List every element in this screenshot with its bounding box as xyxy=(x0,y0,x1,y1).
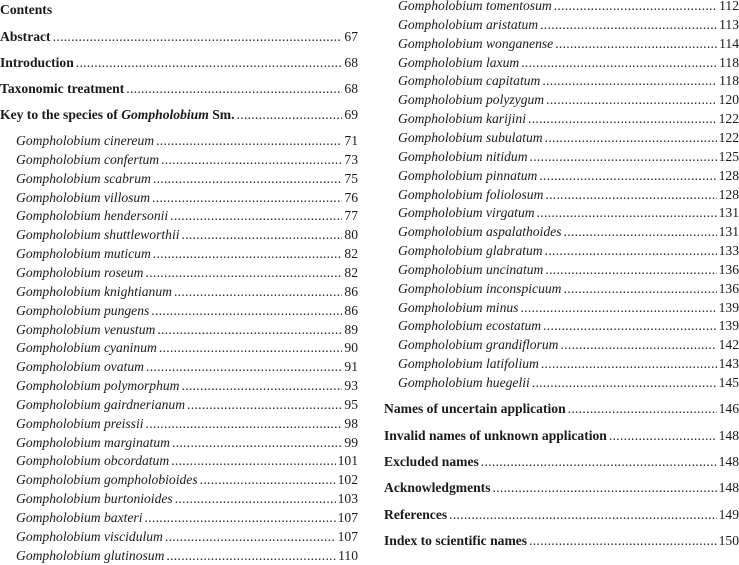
toc-entry-title: Gompholobium knightianum xyxy=(16,283,172,299)
toc-entry-title: Gompholobium glabratum xyxy=(398,243,543,259)
dot-leader xyxy=(528,110,717,128)
dot-leader xyxy=(153,245,343,263)
dot-leader xyxy=(172,434,342,452)
toc-entry-title: Gompholobium grandiflorum xyxy=(398,337,559,353)
toc-entry-title: Gompholobium ecostatum xyxy=(398,318,542,334)
dot-leader xyxy=(146,415,343,433)
toc-entry-page: 136 xyxy=(718,261,739,277)
dot-leader xyxy=(146,264,343,282)
toc-entry[interactable] xyxy=(384,72,739,90)
toc-entry-title: Gompholobium viscidulum xyxy=(16,528,163,544)
toc-entry-page: 128 xyxy=(718,186,739,202)
toc-entry-title: Names of uncertain application xyxy=(384,401,566,417)
toc-entry[interactable] xyxy=(384,427,739,445)
toc-entry[interactable] xyxy=(0,509,358,527)
toc-entry-page: 139 xyxy=(718,318,739,334)
toc-entry-page: 68 xyxy=(344,55,358,70)
toc-entry-title: Gompholobium hendersonii xyxy=(16,208,169,224)
toc-entry-page: 148 xyxy=(718,453,739,469)
toc-entry[interactable] xyxy=(384,91,739,109)
toc-entry[interactable] xyxy=(0,54,358,72)
dot-leader xyxy=(564,223,717,241)
toc-entry[interactable] xyxy=(0,283,358,301)
toc-entry-page: 148 xyxy=(718,480,739,496)
toc-entry-title: Gompholobium roseum xyxy=(16,264,144,280)
toc-entry[interactable] xyxy=(384,0,739,15)
toc-entry-title: Gompholobium inconspicuum xyxy=(398,280,562,296)
toc-entry[interactable] xyxy=(384,223,739,241)
toc-entry[interactable] xyxy=(0,415,358,433)
toc-entry[interactable] xyxy=(384,355,739,373)
toc-entry-title: Gompholobium scabrum xyxy=(16,170,151,186)
dot-leader xyxy=(76,54,343,72)
toc-entry-title: Gompholobium pinnatum xyxy=(398,167,538,183)
toc-entry[interactable] xyxy=(0,396,358,414)
toc-entry-title: Gompholobium nitidum xyxy=(398,148,528,164)
dot-leader xyxy=(126,80,342,98)
toc-entry-page: 133 xyxy=(718,243,739,259)
toc-entry-page: 128 xyxy=(718,167,739,183)
toc-entry-page: 120 xyxy=(718,92,739,108)
dot-leader xyxy=(153,170,343,188)
toc-entry-page: 76 xyxy=(344,189,358,205)
toc-entry-title: Gompholobium obcordatum xyxy=(16,453,170,469)
toc-entry-title: Gompholobium laxum xyxy=(398,54,520,70)
toc-entry-page: 90 xyxy=(344,340,358,356)
dot-leader xyxy=(561,336,717,354)
toc-entry[interactable] xyxy=(0,358,358,376)
toc-entry[interactable] xyxy=(0,80,358,98)
toc-entry-page: 82 xyxy=(344,264,358,280)
toc-entry-page: 114 xyxy=(719,35,739,51)
dot-leader xyxy=(554,0,717,15)
toc-entry-page: 136 xyxy=(718,280,739,296)
dot-leader xyxy=(539,167,716,185)
dot-leader xyxy=(609,427,717,445)
toc-entry-title: Excluded names xyxy=(384,453,479,469)
dot-leader xyxy=(542,72,717,90)
toc-entry[interactable] xyxy=(384,532,739,550)
dot-leader xyxy=(481,453,717,471)
toc-entry[interactable] xyxy=(0,226,358,244)
dot-leader xyxy=(564,280,717,298)
toc-entry[interactable] xyxy=(0,151,358,169)
toc-entry-title: Gompholobium gairdnerianum xyxy=(16,396,186,412)
dot-leader xyxy=(170,207,342,225)
toc-entry-title: Gompholobium uncinatum xyxy=(398,261,544,277)
toc-entry-title: Acknowledgments xyxy=(384,480,491,496)
toc-entry[interactable] xyxy=(0,321,358,339)
toc-entry-page: 68 xyxy=(344,81,358,96)
toc-entry-title: Gompholobium pungens xyxy=(16,302,150,318)
dot-leader xyxy=(237,106,343,124)
toc-entry-page: 110 xyxy=(338,547,358,563)
toc-entry-title: Gompholobium burtonioides xyxy=(16,491,173,507)
toc-entry-page: 150 xyxy=(718,532,739,548)
toc-entry[interactable] xyxy=(384,374,739,392)
dot-leader xyxy=(540,16,717,34)
dot-leader xyxy=(145,509,336,527)
toc-entry-title: Taxonomic treatment xyxy=(0,81,125,96)
toc-entry-title: Gompholobium cyaninum xyxy=(16,340,157,356)
toc-entry-page: 86 xyxy=(344,283,358,299)
dot-leader xyxy=(171,452,335,470)
toc-entry[interactable] xyxy=(384,204,739,222)
toc-entry[interactable] xyxy=(0,106,358,124)
toc-entry-title: Gompholobium tomentosum xyxy=(398,0,552,13)
dot-leader xyxy=(161,151,342,169)
toc-entry[interactable] xyxy=(384,186,739,204)
toc-entry-page: 139 xyxy=(718,299,739,315)
toc-entry-title: Gompholobium subulatum xyxy=(398,129,543,145)
dot-leader xyxy=(152,189,342,207)
toc-entry-page: 131 xyxy=(718,205,739,221)
toc-entry-page: 69 xyxy=(344,107,358,122)
toc-entry[interactable] xyxy=(384,129,739,147)
toc-entry-page: 101 xyxy=(337,453,358,469)
toc-entry-title: Introduction xyxy=(0,55,74,70)
toc-entry-title: Gompholobium virgatum xyxy=(398,205,535,221)
toc-entry-page: 91 xyxy=(344,359,358,375)
toc-entry-title: Gompholobium gompholobioides xyxy=(16,472,198,488)
toc-entry-page: 73 xyxy=(344,151,358,167)
toc-entry-page: 98 xyxy=(344,415,358,431)
toc-entry-title: Gompholobium muticum xyxy=(16,246,151,262)
dot-leader xyxy=(545,242,717,260)
toc-entry-title: Gompholobium polymorphum xyxy=(16,378,180,394)
dot-leader xyxy=(449,506,716,524)
dot-leader xyxy=(146,358,342,376)
toc-entry[interactable] xyxy=(0,377,358,395)
toc-entry-title: Gompholobium aristatum xyxy=(398,16,539,32)
toc-entry[interactable] xyxy=(0,207,358,225)
dot-leader xyxy=(529,532,717,550)
toc-entry-page: 71 xyxy=(344,133,358,148)
toc-entry-title: Gompholobium foliolosum xyxy=(398,186,544,202)
toc-entry-title: Gompholobium cinereum xyxy=(16,133,155,148)
dot-leader xyxy=(166,547,336,565)
contents-heading: Contents xyxy=(0,2,53,17)
toc-entry-title: Abstract xyxy=(0,29,51,44)
toc-entry-page: 107 xyxy=(337,528,358,544)
toc-entry[interactable] xyxy=(384,299,739,317)
dot-leader xyxy=(521,54,717,72)
toc-entry[interactable] xyxy=(0,170,358,188)
toc-entry[interactable] xyxy=(0,434,358,452)
dot-leader xyxy=(530,148,717,166)
dot-leader xyxy=(151,302,342,320)
toc-entry[interactable] xyxy=(384,479,739,497)
toc-entry-title: Invalid names of unknown application xyxy=(384,427,607,443)
dot-leader xyxy=(555,35,717,53)
toc-entry[interactable] xyxy=(384,35,739,53)
toc-entry-title: Key to the species of Gompholobium Sm. xyxy=(0,107,235,122)
toc-entry-page: 80 xyxy=(344,227,358,243)
toc-entry-page: 125 xyxy=(718,148,739,164)
toc-entry-title: Gompholobium baxteri xyxy=(16,510,143,525)
toc-entry[interactable] xyxy=(384,317,739,335)
toc-entry[interactable] xyxy=(0,528,358,546)
toc-entry-title: Gompholobium shuttleworthii xyxy=(16,227,180,243)
dot-leader xyxy=(200,471,336,489)
dot-leader xyxy=(545,186,716,204)
dot-leader xyxy=(174,283,342,301)
toc-entry-title: References xyxy=(384,506,448,522)
dot-leader xyxy=(182,377,343,395)
toc-entry-page: 93 xyxy=(344,378,358,394)
toc-entry-title: Gompholobium capitatum xyxy=(398,73,541,89)
dot-leader xyxy=(537,204,717,222)
toc-entry-page: 113 xyxy=(719,16,739,32)
toc-entry-page: 82 xyxy=(344,246,358,262)
toc-entry-page: 77 xyxy=(344,208,358,224)
dot-leader xyxy=(53,28,343,46)
toc-entry-page: 122 xyxy=(718,129,739,145)
toc-entry[interactable] xyxy=(384,16,739,34)
toc-entry-page: 118 xyxy=(719,73,739,89)
toc-entry-title: Gompholobium confertum xyxy=(16,151,160,167)
toc-entry-page: 86 xyxy=(344,302,358,318)
toc-entry[interactable] xyxy=(0,132,358,150)
dot-leader xyxy=(156,132,342,150)
toc-entry-page: 122 xyxy=(718,111,739,127)
dot-leader xyxy=(532,374,717,392)
toc-entry-title: Gompholobium aspalathoides xyxy=(398,224,562,240)
toc-entry[interactable] xyxy=(0,339,358,357)
toc-entry[interactable] xyxy=(384,167,739,185)
toc-entry-title: Gompholobium polyzygum xyxy=(398,92,545,108)
toc-entry[interactable] xyxy=(384,506,739,524)
toc-entry-page: 75 xyxy=(344,170,358,186)
toc-entry[interactable] xyxy=(384,336,739,354)
toc-entry-page: 107 xyxy=(337,510,358,525)
dot-leader xyxy=(159,339,343,357)
dot-leader xyxy=(545,261,716,279)
toc-entry[interactable] xyxy=(384,261,739,279)
toc-entry-title: Gompholobium venustum xyxy=(16,321,156,337)
toc-entry-title: Index to scientific names xyxy=(384,532,528,548)
toc-entry[interactable] xyxy=(384,148,739,166)
toc-entry-page: 146 xyxy=(718,401,739,417)
toc-entry[interactable] xyxy=(0,189,358,207)
toc-entry-page: 103 xyxy=(337,491,358,507)
toc-entry[interactable] xyxy=(0,452,358,470)
toc-entry-title: Gompholobium wonganense xyxy=(398,35,554,51)
toc-entry-page: 118 xyxy=(719,54,739,70)
toc-entry[interactable] xyxy=(384,400,739,418)
toc-entry-page: 148 xyxy=(718,427,739,443)
toc-entry-title: Gompholobium preissii xyxy=(16,415,144,431)
toc-entry[interactable] xyxy=(384,453,739,471)
toc-entry-title: Gompholobium villosum xyxy=(16,189,151,205)
toc-entry[interactable] xyxy=(0,547,358,565)
dot-leader xyxy=(182,226,343,244)
dot-leader xyxy=(520,299,716,317)
toc-entry[interactable] xyxy=(384,110,739,128)
toc-entry-page: 99 xyxy=(344,434,358,450)
toc-entry-title: Gompholobium latifolium xyxy=(398,356,539,372)
toc-entry[interactable] xyxy=(384,242,739,260)
toc-entry-page: 67 xyxy=(344,29,358,44)
dot-leader xyxy=(546,91,716,109)
toc-entry-page: 95 xyxy=(344,396,358,412)
dot-leader xyxy=(165,528,336,546)
toc-entry[interactable] xyxy=(0,302,358,320)
toc-entry-page: 149 xyxy=(718,506,739,522)
toc-entry[interactable] xyxy=(0,28,358,46)
dot-leader xyxy=(493,479,717,497)
toc-entry-page: 145 xyxy=(718,375,739,390)
toc-entry-page: 143 xyxy=(718,356,739,372)
toc-entry-title: Gompholobium huegelii xyxy=(398,375,530,390)
toc-entry[interactable] xyxy=(0,245,358,263)
dot-leader xyxy=(187,396,342,414)
toc-entry[interactable] xyxy=(384,280,739,298)
dot-leader xyxy=(157,321,342,339)
toc-entry-title: Gompholobium glutinosum xyxy=(16,547,165,563)
toc-entry[interactable] xyxy=(384,54,739,72)
dot-leader xyxy=(541,355,717,373)
toc-entry-page: 112 xyxy=(719,0,739,13)
toc-entry[interactable] xyxy=(0,490,358,508)
toc-entry-title: Gompholobium karijini xyxy=(398,111,527,127)
toc-entry-page: 102 xyxy=(337,472,358,488)
toc-entry-title: Gompholobium minus xyxy=(398,299,519,315)
dot-leader xyxy=(175,490,336,508)
toc-entry-page: 89 xyxy=(344,321,358,337)
dot-leader xyxy=(545,129,717,147)
toc-entry-page: 142 xyxy=(718,337,739,353)
dot-leader xyxy=(568,400,717,418)
toc-entry-title: Gompholobium ovatum xyxy=(16,359,144,375)
toc-entry[interactable] xyxy=(0,264,358,282)
toc-entry[interactable] xyxy=(0,471,358,489)
toc-entry-page: 131 xyxy=(718,224,739,240)
dot-leader xyxy=(543,317,717,335)
toc-entry-title: Gompholobium marginatum xyxy=(16,434,170,450)
